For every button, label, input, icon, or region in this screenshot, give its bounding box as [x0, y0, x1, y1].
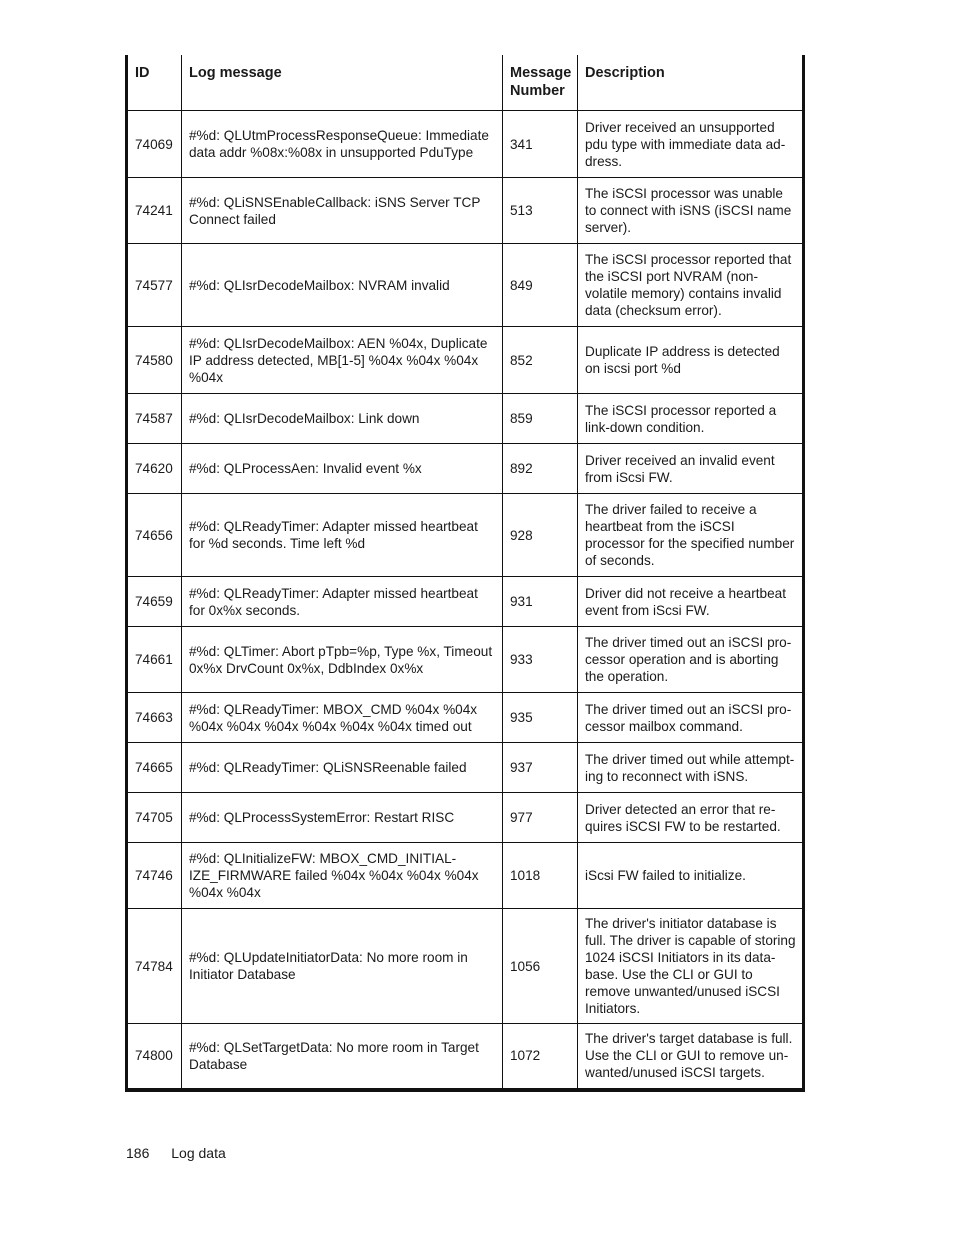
row-id: 74069 [127, 111, 182, 178]
table-header-row [127, 55, 804, 111]
row-message-number: 852 [503, 327, 578, 394]
row-id: 74656 [127, 494, 182, 577]
row-message-number: 513 [503, 178, 578, 244]
table-row [127, 577, 804, 627]
row-message-number: 933 [503, 627, 578, 693]
row-log-message: #%d: QLProcessSystemError: Restart RISC [182, 793, 503, 843]
table-row [127, 111, 804, 178]
row-description: The driver's target database is full. Use the CLI or GUI to remove un-wanted/unused iSCSI targets. [585, 1031, 793, 1081]
row-description: The driver failed to receive a heartbeat from the iSCSI processor for the specified number of seconds. [578, 494, 804, 577]
header-id: ID [127, 55, 182, 111]
row-message-number: 892 [503, 444, 578, 494]
table-row [127, 909, 804, 1024]
row-id: 74577 [127, 244, 182, 327]
row-message-number: 849 [503, 244, 578, 327]
row-id: 74659 [127, 577, 182, 627]
row-message-number: 937 [503, 743, 578, 793]
row-log-message: #%d: QLSetTargetData: No more room in Target Database [182, 1024, 503, 1090]
row-id: 74663 [127, 693, 182, 743]
table-row [127, 693, 804, 743]
row-log-message: #%d: QLIsrDecodeMailbox: AEN %04x, Duplicate IP address detected, MB[1-5] %04x %04x %04x %04x [182, 327, 503, 394]
log-data-table [125, 55, 805, 1092]
row-log-message: #%d: QLProcessAen: Invalid event %x [182, 444, 503, 494]
table-row [127, 394, 804, 444]
row-id: 74620 [127, 444, 182, 494]
row-description: Driver detected an error that re-quires iSCSI FW to be restarted. [578, 793, 804, 843]
table-row [127, 244, 804, 327]
row-message-number: 935 [503, 693, 578, 743]
row-id: 74665 [127, 743, 182, 793]
row-log-message: #%d: QLReadyTimer: Adapter missed heartbeat for 0x%x seconds. [182, 577, 503, 627]
row-log-message: #%d: QLTimer: Abort pTpb=%p, Type %x, Timeout 0x%x DrvCount 0x%x, DdbIndex 0x%x [182, 627, 503, 693]
table-row [127, 444, 804, 494]
row-message-number: 931 [503, 577, 578, 627]
row-message-number: 859 [503, 394, 578, 444]
row-message-number: 341 [503, 111, 578, 178]
row-log-message: #%d: QLReadyTimer: Adapter missed heartbeat for %d seconds. Time left %d [182, 494, 503, 577]
row-id: 74580 [127, 327, 182, 394]
page-footer [126, 1145, 226, 1161]
row-log-message: #%d: QLReadyTimer: QLiSNSReenable failed [182, 743, 503, 793]
table-row [127, 178, 804, 244]
row-id: 74746 [127, 843, 182, 909]
footer-section-title: Log data [171, 1145, 226, 1161]
row-id: 74241 [127, 178, 182, 244]
row-log-message: #%d: QLUtmProcessResponseQueue: Immediate data addr %08x:%08x in unsupported PduType [182, 111, 503, 178]
header-log-message: Log message [182, 55, 503, 111]
row-log-message: #%d: QLIsrDecodeMailbox: NVRAM invalid [182, 244, 503, 327]
row-description: Driver did not receive a heartbeat event from iScsi FW. [578, 577, 804, 627]
row-description: The driver timed out an iSCSI pro-cessor operation and is aborting the operation. [578, 627, 804, 693]
row-description: Driver received an unsupported pdu type with immediate data ad-dress. [578, 111, 804, 178]
table-row [127, 494, 804, 577]
row-message-number: 1072 [503, 1024, 578, 1090]
row-description: The driver timed out while attempt-ing to reconnect with iSNS. [578, 743, 804, 793]
row-id: 74705 [127, 793, 182, 843]
row-description: The iSCSI processor reported that the iSCSI port NVRAM (non-volatile memory) contains invalid data (checksum error). [578, 244, 804, 327]
table-row [127, 1024, 804, 1090]
row-id: 74587 [127, 394, 182, 444]
row-log-message: #%d: QLUpdateInitiatorData: No more room in Initiator Database [182, 909, 503, 1024]
row-message-number: 977 [503, 793, 578, 843]
row-id: 74800 [127, 1024, 182, 1090]
row-id: 74661 [127, 627, 182, 693]
row-id: 74784 [127, 909, 182, 1024]
row-description: Duplicate IP address is detected on iscsi port %d [578, 327, 804, 394]
row-message-number: 1056 [503, 909, 578, 1024]
row-message-number: 1018 [503, 843, 578, 909]
table-row [127, 743, 804, 793]
row-message-number: 928 [503, 494, 578, 577]
table-row [127, 793, 804, 843]
row-description: iScsi FW failed to initialize. [578, 843, 804, 909]
table-row [127, 843, 804, 909]
page-number: 186 [126, 1145, 150, 1161]
row-log-message: #%d: QLInitializeFW: MBOX_CMD_INITIAL-IZE_FIRMWARE failed %04x %04x %04x %04x %04x %04x [182, 843, 503, 909]
row-description: The iSCSI processor reported a link-down condition. [578, 394, 804, 444]
table-row [127, 627, 804, 693]
row-log-message: #%d: QLIsrDecodeMailbox: Link down [182, 394, 503, 444]
header-message-number: Message Number [503, 55, 578, 111]
table-body [127, 111, 804, 1090]
table-row [127, 327, 804, 394]
row-description: The iSCSI processor was unable to connect with iSNS (iSCSI name server). [578, 178, 804, 244]
row-description: The driver timed out an iSCSI pro-cessor mailbox command. [578, 693, 804, 743]
row-description: Driver received an invalid event from iScsi FW. [578, 444, 804, 494]
header-description: Description [578, 55, 804, 111]
row-log-message: #%d: QLReadyTimer: MBOX_CMD %04x %04x %04x %04x %04x %04x %04x %04x timed out [182, 693, 503, 743]
row-log-message: #%d: QLiSNSEnableCallback: iSNS Server TCP Connect failed [182, 178, 503, 244]
row-description: The driver's initiator database is full. The driver is capable of storing 1024 iSCSI Initiators in its data-base. Use the CLI or GUI to remove unwanted/unused iSCSI Initiators. [578, 909, 804, 1024]
